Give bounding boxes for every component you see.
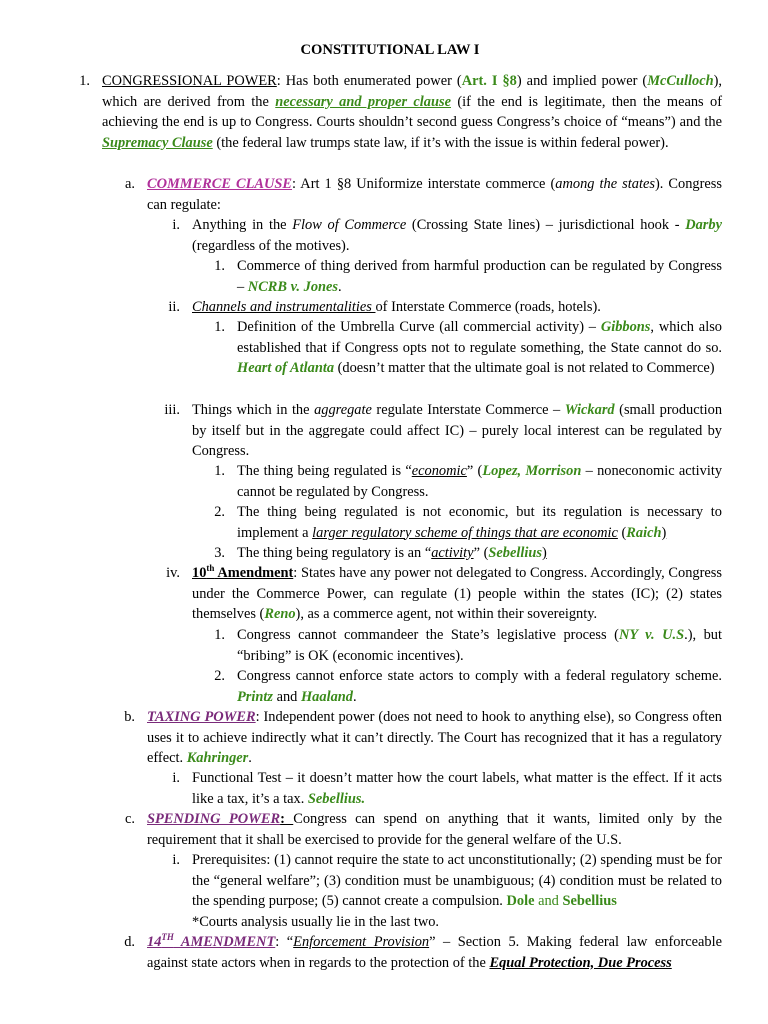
- heading-commerce-clause: COMMERCE CLAUSE: [147, 176, 293, 192]
- list-letter: d.: [124, 934, 135, 950]
- text: Equal Protection, Due Process: [489, 954, 672, 971]
- text: Functional Test – it doesn’t matter how the court labels, what matter is the effect. If it acts like a tax, it’s a tax.: [192, 770, 722, 807]
- text: ), as a commerce agent, not within their sovereignty.: [295, 606, 598, 622]
- list-roman: iv.: [166, 565, 180, 581]
- superscript: th: [206, 563, 215, 574]
- text: Prerequisites: (1) cannot require the state to act unconstitutionally; (2) spending must be for the “general welfare”; (3) condition must be unambiguous; (4) condition must be related to the spending purpose; (5) cannot create a compulsion.: [192, 852, 722, 909]
- text: Definition of the Umbrella Curve (all commercial activity) –: [237, 319, 601, 335]
- text: : States have any power not delegated to Congress. Accordingly, Congress under the Commerce Power, can regulate (1) people within the states (IC); (2) states themselves (: [192, 565, 722, 622]
- heading-tenth-amendment: [192, 565, 293, 581]
- text: Flow of Commerce: [292, 217, 407, 233]
- text: (: [617, 524, 627, 541]
- text: .: [338, 278, 342, 295]
- item-regulatory-scheme: [237, 502, 722, 543]
- case-name: NCRB v. Jones: [247, 278, 339, 295]
- item-functional-test: [192, 768, 722, 809]
- text: (small production by itself but in the aggregate could affect IC) – purely local interest can be regulated by Congress.: [192, 402, 723, 459]
- section-commerce-clause: [147, 174, 722, 215]
- page-title: CONSTITUTIONAL LAW I: [300, 42, 480, 58]
- section-spending-power: [147, 809, 722, 850]
- text: Congress cannot commandeer the State’s legislative process (: [237, 627, 619, 643]
- case-name: Printz: [237, 688, 273, 705]
- text: AMENDMENT: [173, 934, 276, 950]
- list-number: 1.: [214, 463, 225, 479]
- text: among the states: [555, 176, 655, 192]
- text: ” – Section 5. Making federal law enforceable against state actors when in regards to the protection of the: [147, 934, 722, 971]
- text: and: [534, 893, 563, 909]
- text: ), which are derived from the: [102, 73, 722, 110]
- item-tenth-amendment: [192, 563, 722, 625]
- text: The thing being regulated is not economic, but its regulation is necessary to implement a: [237, 504, 722, 541]
- text: Things which in the: [192, 402, 315, 418]
- text: (the federal law trumps state law, if it’s with the issue is within federal power).: [212, 134, 669, 151]
- text: (regardless of the motives).: [192, 237, 350, 254]
- text: larger regulatory scheme of things that are economic: [312, 524, 618, 541]
- item-harmful-production: [237, 256, 722, 297]
- list-number: 1.: [79, 73, 90, 89]
- case-name: Dole: [506, 893, 535, 909]
- heading-congressional-power: CONGRESSIONAL POWER: [102, 73, 277, 89]
- list-number: 2.: [214, 668, 225, 684]
- item-aggregate: [192, 400, 722, 462]
- text: and: [273, 688, 301, 705]
- text: aggregate: [314, 402, 372, 418]
- list-letter: c.: [125, 811, 135, 827]
- text: Congress cannot enforce state actors to comply with a federal regulatory scheme.: [237, 668, 722, 684]
- heading-fourteenth-amendment: [147, 934, 275, 950]
- case-name: Haaland: [300, 688, 353, 705]
- text: .: [352, 688, 357, 705]
- text: :: [280, 811, 294, 827]
- text: Amendment: [214, 565, 294, 581]
- list-number: 1.: [214, 258, 225, 274]
- text: ): [661, 524, 667, 541]
- case-name: Wickard: [564, 402, 615, 418]
- text: economic: [411, 463, 467, 479]
- list-number: 1.: [214, 319, 225, 335]
- heading-taxing-power: TAXING POWER: [147, 709, 256, 725]
- text: regulate Interstate Commerce –: [371, 402, 565, 418]
- case-name: Sebellius: [488, 545, 542, 561]
- case-name: Gibbons: [600, 319, 651, 335]
- item-state-actors: [237, 666, 722, 707]
- heading-spending-power: SPENDING POWER: [147, 811, 281, 827]
- list-roman: i.: [172, 852, 180, 868]
- clause-name: necessary and proper clause: [275, 93, 451, 110]
- text: : Has both enumerated power (: [276, 73, 462, 89]
- case-name: NY v. U.S: [618, 627, 685, 643]
- case-name: McCulloch: [647, 73, 714, 89]
- text: : “: [275, 934, 294, 950]
- text: activity: [431, 545, 474, 561]
- list-roman: i.: [172, 770, 180, 786]
- text: Commerce of thing derived from harmful production can be regulated by Congress –: [237, 258, 722, 295]
- case-name: Raich: [626, 524, 662, 541]
- section-congressional-power: [102, 71, 722, 153]
- case-name: Darby: [685, 217, 722, 233]
- list-letter: b.: [124, 709, 135, 725]
- text: The thing being regulated is “: [237, 463, 412, 479]
- list-roman: iii.: [164, 402, 180, 418]
- list-roman: ii.: [168, 299, 180, 315]
- list-number: 1.: [214, 627, 225, 643]
- case-name: Lopez, Morrison: [482, 463, 582, 479]
- citation: Art. I §8: [461, 73, 517, 89]
- text: – noneconomic activity cannot be regulated by Congress.: [237, 463, 723, 500]
- item-economic: [237, 461, 722, 502]
- text: , which also established that if Congress opts not to regulate something, the State cannot do so.: [237, 319, 722, 356]
- text: (if the end is legitimate, then the means of achieving the end is up to Congress. Courts shouldn’t second guess Congress’s choice of “means”) and the: [102, 93, 722, 130]
- text: Enforcement Provision: [293, 934, 430, 950]
- item-flow-of-commerce: [192, 215, 722, 256]
- section-fourteenth-amendment: [147, 932, 722, 973]
- case-name: Heart of Atlanta: [237, 360, 335, 376]
- text: ). Congress can regulate:: [147, 176, 722, 213]
- superscript: TH: [161, 932, 174, 943]
- clause-name: Supremacy Clause: [102, 134, 213, 151]
- item-channels: [192, 297, 722, 318]
- item-activity: [237, 543, 722, 564]
- text: .: [248, 750, 252, 766]
- section-taxing-power: [147, 707, 722, 769]
- text: Congress can spend on anything that it wants, limited only by the requirement that it shall be exercised to provide for the general welfare of the U.S.: [147, 811, 722, 848]
- text: ): [541, 545, 547, 561]
- text: ) and implied power (: [516, 73, 648, 89]
- item-umbrella-curve: [237, 317, 722, 379]
- text: of Interstate Commerce (roads, hotels).: [375, 299, 601, 315]
- text: 10: [192, 565, 207, 581]
- list-roman: i.: [172, 217, 180, 233]
- case-name: Reno: [264, 606, 296, 622]
- text: Channels and instrumentalities: [192, 299, 376, 315]
- text: : Independent power (does not need to hook to anything else), so Congress often uses it to achieve indirectly what it can’t directly. The Court has recognized that it has a regulatory effect.: [147, 709, 722, 766]
- text: .), but “bribing” is OK (economic incentives).: [237, 627, 722, 664]
- case-name: Kahringer: [186, 750, 249, 766]
- text: 14: [147, 934, 162, 950]
- text: The thing being regulatory is an “: [237, 545, 432, 561]
- list-number: 2.: [214, 504, 225, 520]
- text: ” (: [466, 463, 483, 479]
- text: (Crossing State lines) – jurisdictional hook -: [406, 217, 686, 233]
- list-letter: a.: [125, 176, 135, 192]
- text: ” (: [473, 545, 489, 561]
- item-commandeer: [237, 625, 722, 666]
- item-prerequisites: [192, 850, 722, 932]
- list-number: 3.: [214, 545, 225, 561]
- case-name: Sebellius: [562, 893, 617, 909]
- text: Anything in the: [192, 217, 293, 233]
- text: (doesn’t matter that the ultimate goal is not related to Commerce): [334, 360, 715, 376]
- case-name: Sebellius.: [307, 790, 366, 807]
- text: : Art 1 §8 Uniformize interstate commerce (: [292, 176, 556, 192]
- text: *Courts analysis usually lie in the last two.: [192, 913, 440, 930]
